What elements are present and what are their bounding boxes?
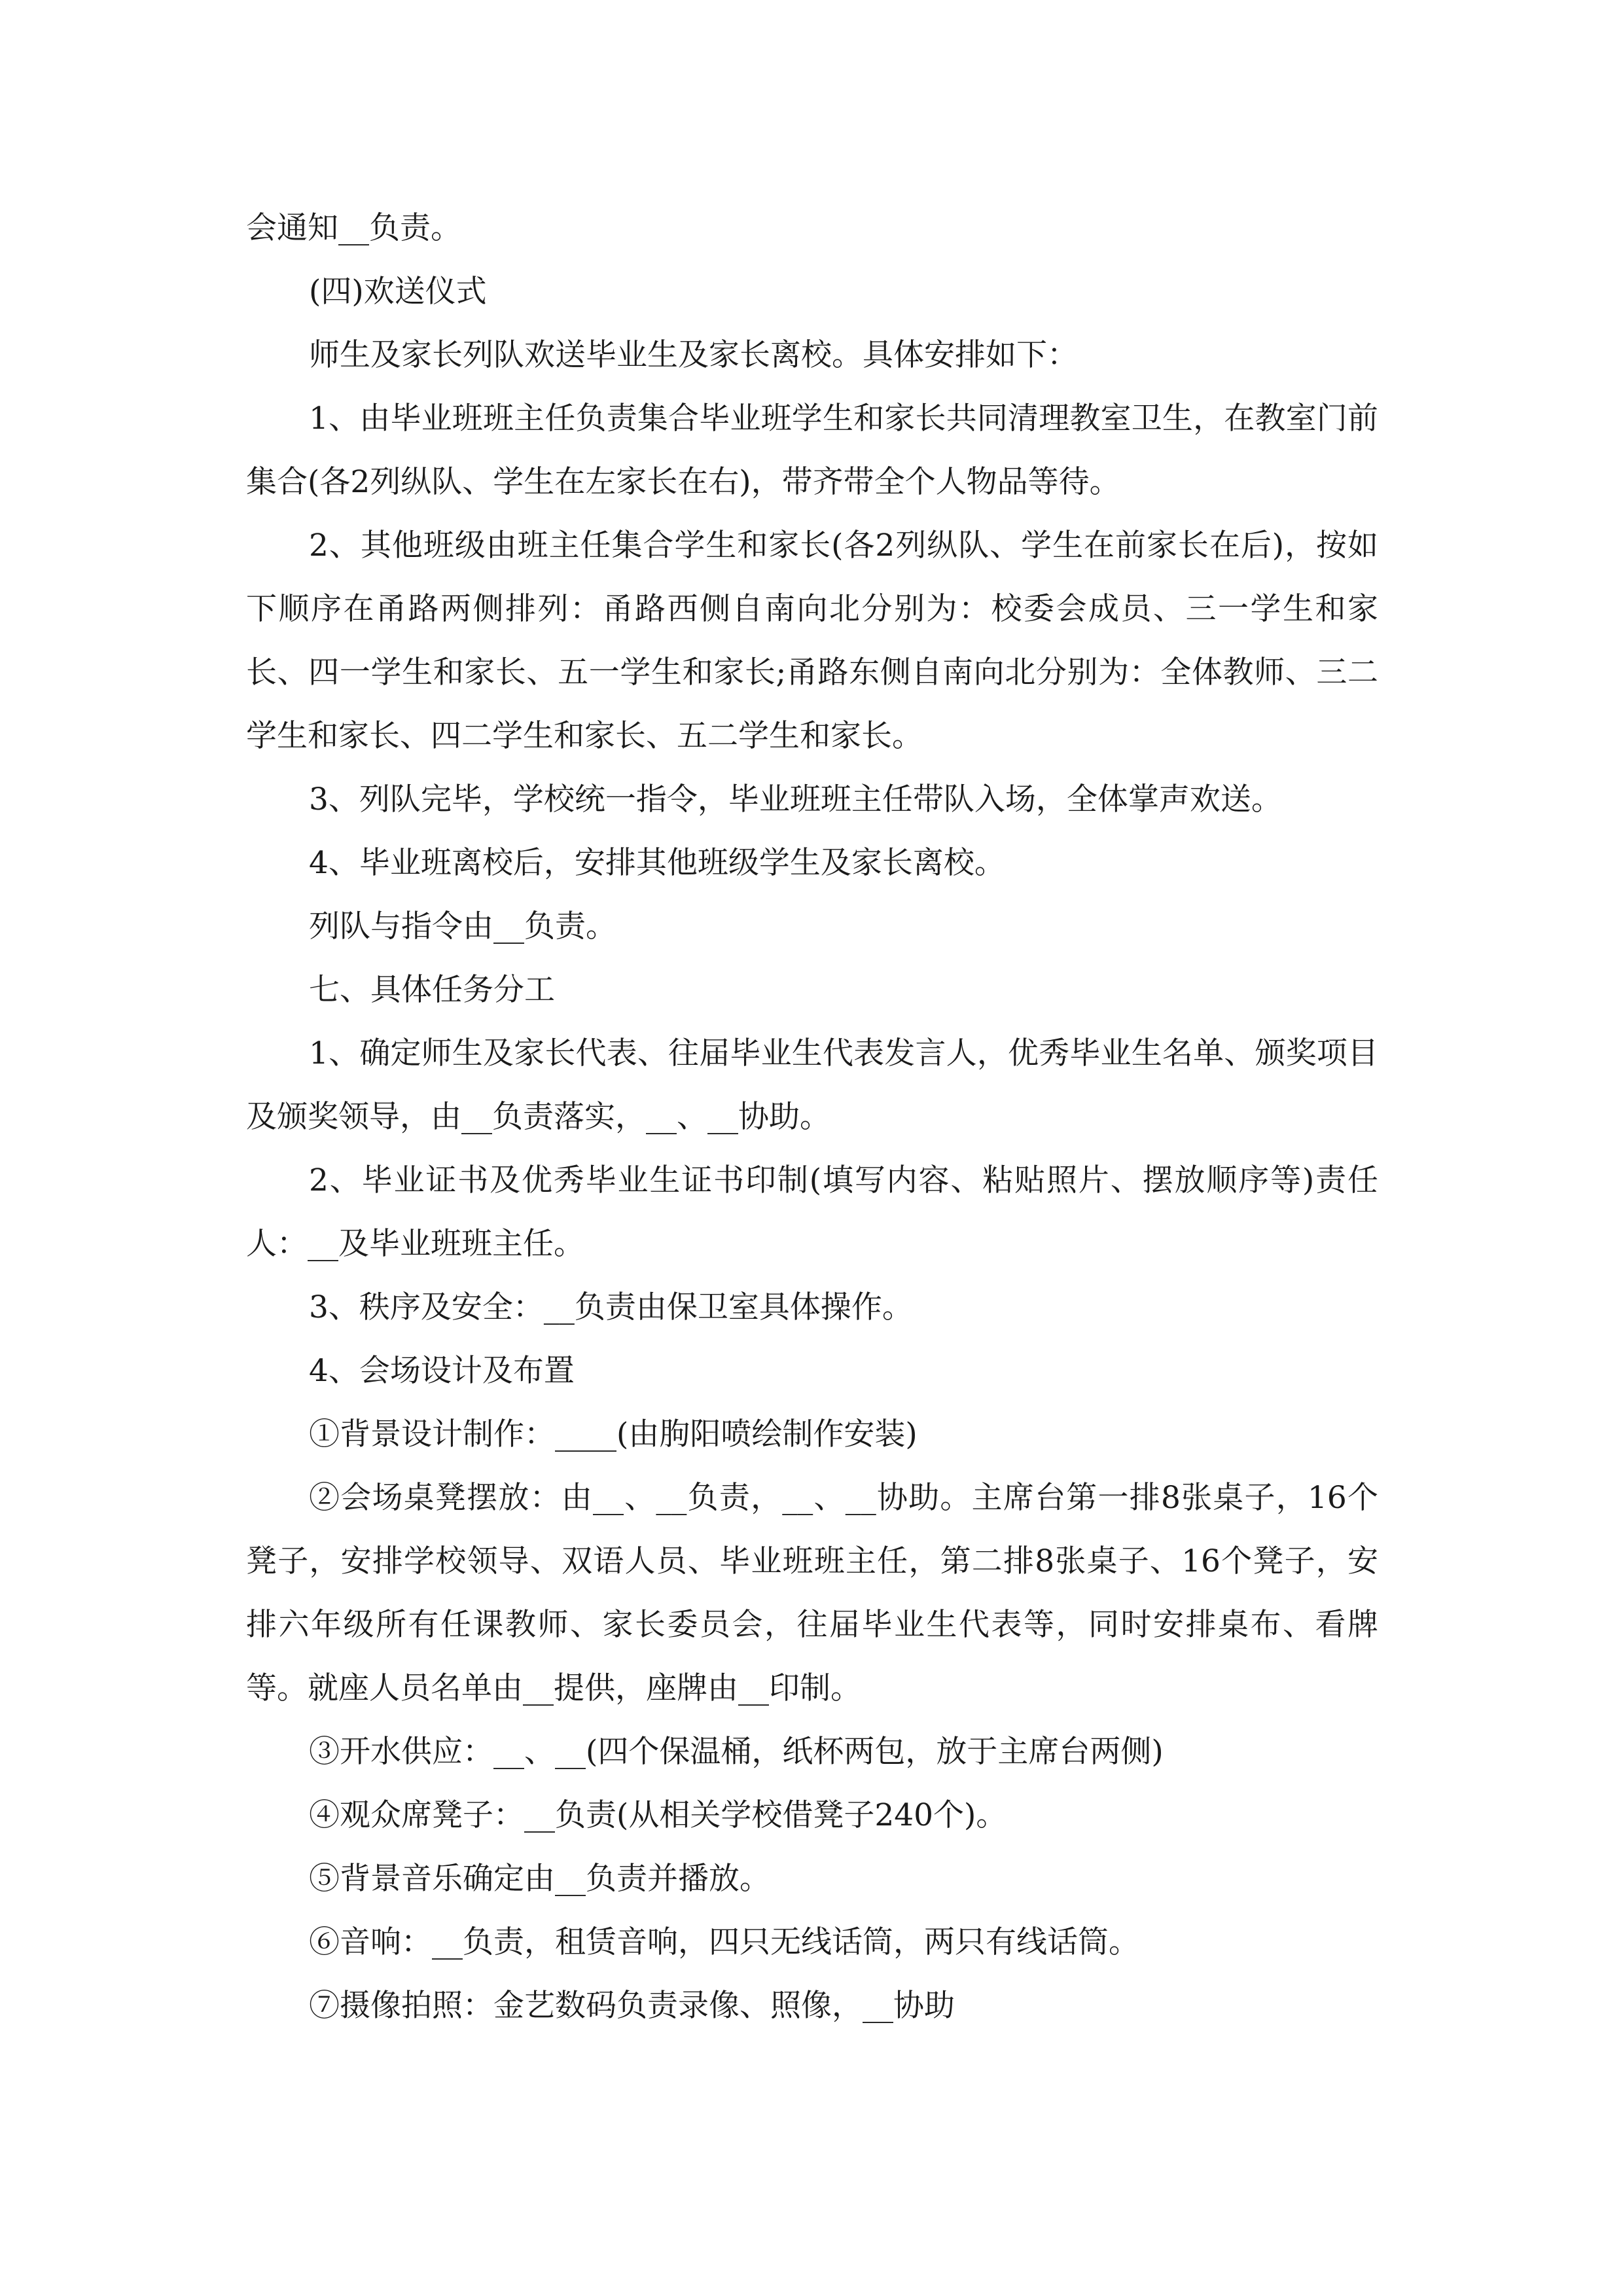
list-item: 2、毕业证书及优秀毕业生证书印制(填写内容、粘贴照片、摆放顺序等)责任人：__及毕业班班主任。 xyxy=(246,1162,1378,1262)
paragraph: 会通知__负责。 xyxy=(246,210,461,246)
list-item: 4、会场设计及布置 xyxy=(309,1353,575,1389)
list-item: 1、确定师生及家长代表、往届毕业生代表发言人，优秀毕业生名单、颁奖项目及颁奖领导，由__负责落实，__、__协助。 xyxy=(246,1035,1378,1135)
sub-list-item: ③开水供应：__、__(四个保温桶，纸杯两包，放于主席台两侧) xyxy=(309,1734,1164,1770)
sub-list-item: ①背景设计制作：____(由朐阳喷绘制作安装) xyxy=(309,1416,918,1452)
list-item: 1、由毕业班班主任负责集合毕业班学生和家长共同清理教室卫生，在教室门前集合(各2列纵队、学生在左家长在右)，带齐带全个人物品等待。 xyxy=(246,401,1378,500)
document-body xyxy=(246,196,1378,2037)
sub-list-item: ④观众席凳子：__负责(从相关学校借凳子240个)。 xyxy=(309,1797,1007,1833)
sub-list-item: ⑦摄像拍照：金艺数码负责录像、照像，__协助 xyxy=(309,1988,955,2024)
sub-list-item: ⑤背景音乐确定由__负责并播放。 xyxy=(309,1861,770,1897)
list-item: 3、列队完毕，学校统一指令，毕业班班主任带队入场，全体掌声欢送。 xyxy=(309,781,1282,817)
sub-list-item: ⑥音响：__负责，租赁音响，四只无线话筒，两只有线话筒。 xyxy=(309,1924,1139,1960)
sub-list-item: ②会场桌凳摆放：由__、__负责，__、__协助。主席台第一排8张桌子，16个凳子，安排学校领导、双语人员、毕业班班主任，第二排8张桌子、16个凳子，安排六年级所有任课教师、家长委员会，往届毕业生代表等，同时安排桌布、看牌等。就座人员名单由__提供，座牌由__印制。 xyxy=(246,1480,1378,1706)
section-heading: 七、具体任务分工 xyxy=(309,972,555,1008)
list-item: 2、其他班级由班主任集合学生和家长(各2列纵队、学生在前家长在后)，按如下顺序在甬路两侧排列：甬路西侧自南向北分别为：校委会成员、三一学生和家长、四一学生和家长、五一学生和家长;甬路东侧自南向北分别为：全体教师、三二学生和家长、四二学生和家长、五二学生和家长。 xyxy=(246,528,1378,754)
paragraph: 师生及家长列队欢送毕业生及家长离校。具体安排如下： xyxy=(309,337,1078,373)
section-heading: (四)欢送仪式 xyxy=(309,274,487,310)
paragraph: 列队与指令由__负责。 xyxy=(309,908,616,944)
list-item: 3、秩序及安全：__负责由保卫室具体操作。 xyxy=(309,1289,913,1325)
list-item: 4、毕业班离校后，安排其他班级学生及家长离校。 xyxy=(309,845,1005,881)
